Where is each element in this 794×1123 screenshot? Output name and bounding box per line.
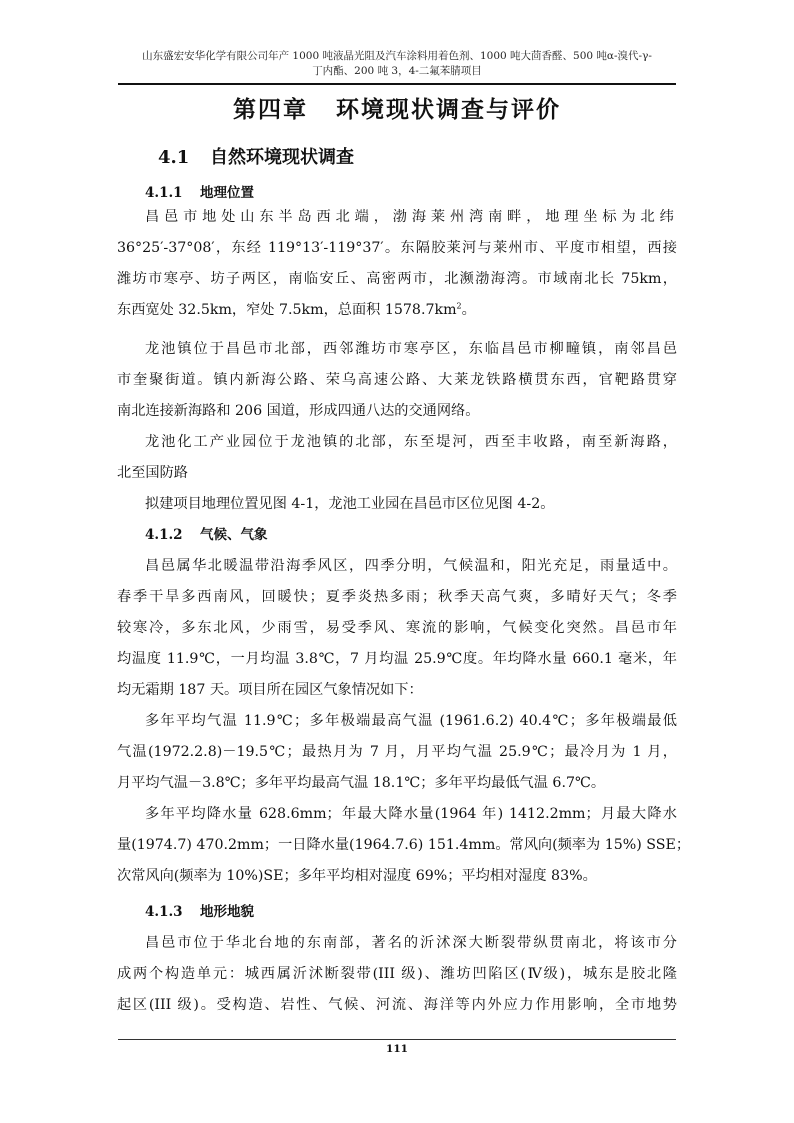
page-number: 111 xyxy=(386,1043,408,1055)
section-number: 4.1.3 xyxy=(145,904,183,920)
section-title: 气候、气象 xyxy=(200,527,268,543)
paragraph-line: 南北连接新海路和 206 国道，形成四通八达的交通网络。 xyxy=(117,403,480,419)
paragraph-line: 量(1974.7) 470.2mm；一日降水量(1964.7.6) 151.4mm。常风向(频率为 15%) SSE； xyxy=(117,837,691,853)
paragraph-line: 多年平均降水量 628.6mm；年最大降水量(1964 年) 1412.2mm；月最大降水 xyxy=(145,806,677,822)
chapter-number: 第四章 xyxy=(233,96,308,123)
section-heading-4-1-1 xyxy=(145,182,254,204)
section-heading-4-1 xyxy=(158,143,354,173)
section-title: 地形地貌 xyxy=(200,904,254,920)
paragraph-line: 气温(1972.2.8)－19.5℃；最热月为 7 月，月平均气温 25.9℃；最冷月为 1 月， xyxy=(117,744,677,760)
header-line-1: 山东盛宏安华化学有限公司年产 1000 吨液晶光阻及汽车涂料用着色剂、1000 吨大茴香醛、500 吨α-溴代-γ- xyxy=(142,50,652,62)
paragraph-line: 36°25′-37°08′，东经 119°13′-119°37′。东隔胶莱河与莱州市、平度市相望，西接 xyxy=(117,240,677,256)
section-heading-4-1-3 xyxy=(145,901,254,923)
paragraph-line: 龙池镇位于昌邑市北部，西邻潍坊市寒亭区，东临昌邑市柳疃镇，南邻昌邑 xyxy=(145,341,677,357)
paragraph-line: 次常风向(频率为 10%)SE；多年平均相对湿度 69%；平均相对湿度 83%。 xyxy=(117,868,597,884)
paragraph-line: 拟建项目地理位置见图 4-1，龙池工业园在昌邑市区位见图 4-2。 xyxy=(145,496,555,512)
paragraph-line: 起区(III 级)。受构造、岩性、气候、河流、海洋等内外应力作用影响，全市地势 xyxy=(117,997,677,1013)
paragraph-line: 月平均气温－3.8℃；多年平均最高气温 18.1℃；多年平均最低气温 6.7℃。 xyxy=(117,775,606,791)
section-number: 4.1.1 xyxy=(145,185,183,201)
paragraph-line: 昌邑市位于华北台地的东南部，著名的沂沭深大断裂带纵贯南北，将该市分 xyxy=(145,935,677,951)
paragraph-line: 北至国防路 xyxy=(117,465,188,481)
header-line-2: 丁内酯、200 吨 3，4-二氟苯腈项目 xyxy=(312,65,482,77)
section-title: 地理位置 xyxy=(200,185,254,201)
section-number: 4.1 xyxy=(158,147,190,168)
footer-divider xyxy=(118,1039,676,1040)
paragraph-line: 较寒冷，多东北风，少雨雪，易受季风、寒流的影响，气候变化突然。昌邑市年 xyxy=(117,620,677,636)
paragraph-line: 昌邑属华北暖温带沿海季风区，四季分明，气候温和，阳光充足，雨量适中。 xyxy=(145,558,677,574)
paragraph-line: 均无霜期 187 天。项目所在园区气象情况如下： xyxy=(117,682,423,698)
header-divider xyxy=(118,83,676,85)
area-text: 东西宽处 32.5km，窄处 7.5km，总面积 1578.7km xyxy=(117,302,457,318)
paragraph-line: 市奎聚街道。镇内新海公路、荣乌高速公路、大莱龙铁路横贯东西，官靶路贯穿 xyxy=(117,372,677,388)
paragraph-line: 昌邑市地处山东半岛西北端，渤海莱州湾南畔，地理坐标为北纬 xyxy=(145,209,677,225)
paragraph-line: 均温度 11.9℃，一月均温 3.8℃，7 月均温 25.9℃度。年均降水量 660.1 毫米，年 xyxy=(117,651,677,667)
chapter-name: 环境现状调查与评价 xyxy=(336,96,561,123)
superscript: 2 xyxy=(456,301,462,311)
paragraph-line: 多年平均气温 11.9℃；多年极端最高气温 (1961.6.2) 40.4℃；多年极端最低 xyxy=(145,713,677,729)
section-number: 4.1.2 xyxy=(145,527,183,543)
paragraph-line-area xyxy=(117,299,677,321)
section-heading-4-1-2 xyxy=(145,524,268,546)
paragraph-line: 龙池化工产业园位于龙池镇的北部，东至堤河，西至丰收路，南至新海路， xyxy=(145,434,677,450)
section-title: 自然环境现状调查 xyxy=(210,147,354,168)
chapter-title xyxy=(118,92,676,128)
paragraph-line: 潍坊市寒亭、坊子两区，南临安丘、高密两市，北濒渤海湾。市域南北长 75km， xyxy=(117,271,677,287)
paragraph-line: 春季干旱多西南风，回暖快；夏季炎热多雨；秋季天高气爽，多晴好天气；冬季 xyxy=(117,589,677,605)
running-header xyxy=(118,49,676,79)
paragraph-line: 成两个构造单元：城西属沂沭断裂带(III 级)、潍坊凹陷区(Ⅳ级)，城东是胶北隆 xyxy=(117,966,677,982)
period: 。 xyxy=(461,302,476,318)
